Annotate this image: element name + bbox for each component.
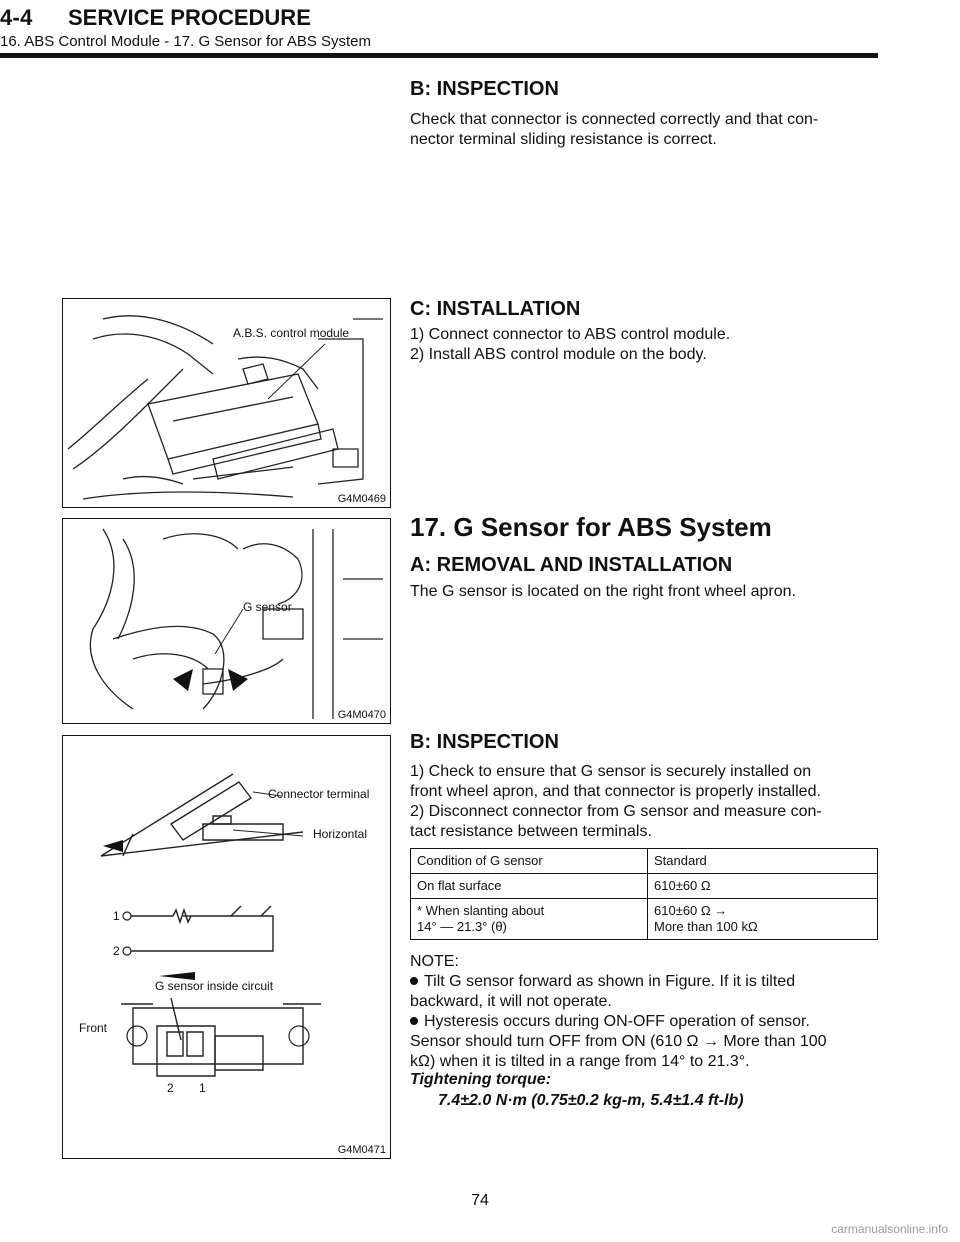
- page-number: 74: [471, 1192, 489, 1209]
- section-17-heading: 17. G Sensor for ABS System: [410, 512, 772, 542]
- g-sensor-circuit-illustration: [63, 736, 390, 1158]
- connector-pin-1: 1: [199, 1081, 206, 1095]
- circuit-pin-2: 2: [113, 944, 120, 958]
- figure3-label-circuit: G sensor inside circuit: [155, 979, 274, 993]
- table-cell-standard: [648, 899, 878, 940]
- mounting-hole-left-icon: [127, 1026, 147, 1046]
- condition-line1: * When slanting about: [417, 903, 545, 918]
- note-block: [410, 952, 878, 1072]
- inspection-text-1-line1: Check that connector is connected correctly and that con-: [410, 111, 819, 128]
- table-cell-standard: 610±60 Ω: [648, 874, 878, 899]
- note-label: NOTE:: [410, 953, 459, 970]
- tilt-arrow-icon: [103, 840, 123, 852]
- standard-line2: More than 100 kΩ: [654, 919, 758, 934]
- inspection-heading-2: B: INSPECTION: [410, 731, 559, 753]
- section-number: 4-4: [0, 5, 33, 30]
- installation-step-2: 2) Install ABS control module on the body.: [410, 346, 707, 363]
- resistance-spec-table: [410, 848, 878, 940]
- figure3-label-horizontal: Horizontal: [313, 827, 368, 841]
- arrow-right-icon: [228, 669, 248, 691]
- connector-pin-2: 2: [167, 1081, 174, 1095]
- figure3-caption: G4M0471: [337, 1144, 386, 1156]
- removal-heading: A: REMOVAL AND INSTALLATION: [410, 554, 733, 576]
- table-cell-condition: On flat surface: [411, 874, 648, 899]
- inspection-step-2-line2: tact resistance between terminals.: [410, 823, 652, 840]
- inspection-text-1-line2: nector terminal sliding resistance is correct.: [410, 131, 717, 148]
- figure-g-sensor-location: [62, 518, 391, 724]
- figure-g-sensor-inspection: [62, 735, 391, 1159]
- abs-module-illustration: [63, 299, 390, 507]
- installation-steps: [410, 325, 878, 365]
- inspection-step-2-line1: 2) Disconnect connector from G sensor and measure con-: [410, 803, 822, 820]
- header-rule: [0, 53, 878, 58]
- figure2-caption: G4M0470: [337, 709, 386, 721]
- page-title: SERVICE PROCEDURE: [68, 5, 311, 30]
- g-sensor-location-illustration: [63, 519, 390, 723]
- table-row: [411, 899, 878, 940]
- table-header-condition: Condition of G sensor: [411, 849, 648, 874]
- note-bullet-1: [410, 972, 878, 1012]
- inspection-text-1: [410, 110, 878, 150]
- installation-heading: C: INSTALLATION: [410, 298, 581, 320]
- note-bullet-1-line2: backward, it will not operate.: [410, 993, 612, 1010]
- figure2-label: G sensor: [243, 600, 292, 614]
- table-header-row: [411, 849, 878, 874]
- standard-line1: 610±60 Ω →: [654, 903, 728, 918]
- table-row: [411, 874, 878, 899]
- torque-label: Tightening torque:: [410, 1071, 552, 1088]
- torque-value: 7.4±2.0 N·m (0.75±0.2 kg-m, 5.4±1.4 ft-lb): [438, 1092, 744, 1109]
- table-header-standard: Standard: [648, 849, 878, 874]
- figure-abs-control-module: [62, 298, 391, 508]
- figure1-caption: G4M0469: [337, 493, 386, 505]
- watermark: carmanualsonline.info: [831, 1222, 948, 1236]
- note-bullet-2-line2: Sensor should turn OFF from ON (610 Ω → More than 100: [410, 1033, 827, 1050]
- note-bullet-2: [410, 1012, 878, 1072]
- arrow-left-icon: [173, 669, 193, 691]
- inspection-steps-2: [410, 762, 878, 842]
- bullet-icon: [410, 1017, 418, 1025]
- inspection-step-1-line1: 1) Check to ensure that G sensor is securely installed on: [410, 763, 812, 780]
- mounting-hole-right-icon: [289, 1026, 309, 1046]
- installation-step-1: 1) Connect connector to ABS control module.: [410, 326, 731, 343]
- inspection-step-1-line2: front wheel apron, and that connector is properly installed.: [410, 783, 821, 800]
- note-bullet-2-line3: kΩ) when it is tilted in a range from 14° to 21.3°.: [410, 1053, 750, 1070]
- figure3-label-front: Front: [79, 1021, 108, 1035]
- page-subtitle: 16. ABS Control Module - 17. G Sensor for ABS System: [0, 33, 372, 50]
- note-bullet-1-line1: Tilt G sensor forward as shown in Figure. If it is tilted: [424, 973, 796, 990]
- bullet-icon: [410, 977, 418, 985]
- terminal-2-icon: [123, 947, 131, 955]
- condition-line2: 14° — 21.3° (θ): [417, 919, 507, 934]
- circuit-pin-1: 1: [113, 909, 120, 923]
- note-bullet-2-line1: Hysteresis occurs during ON-OFF operation of sensor.: [424, 1013, 810, 1030]
- table-cell-condition: [411, 899, 648, 940]
- inspection-heading-1: B: INSPECTION: [410, 78, 559, 100]
- terminal-1-icon: [123, 912, 131, 920]
- figure3-label-connector: Connector terminal: [268, 787, 370, 801]
- removal-text: The G sensor is located on the right front wheel apron.: [410, 583, 796, 600]
- figure1-label: A.B.S. control module: [233, 326, 350, 340]
